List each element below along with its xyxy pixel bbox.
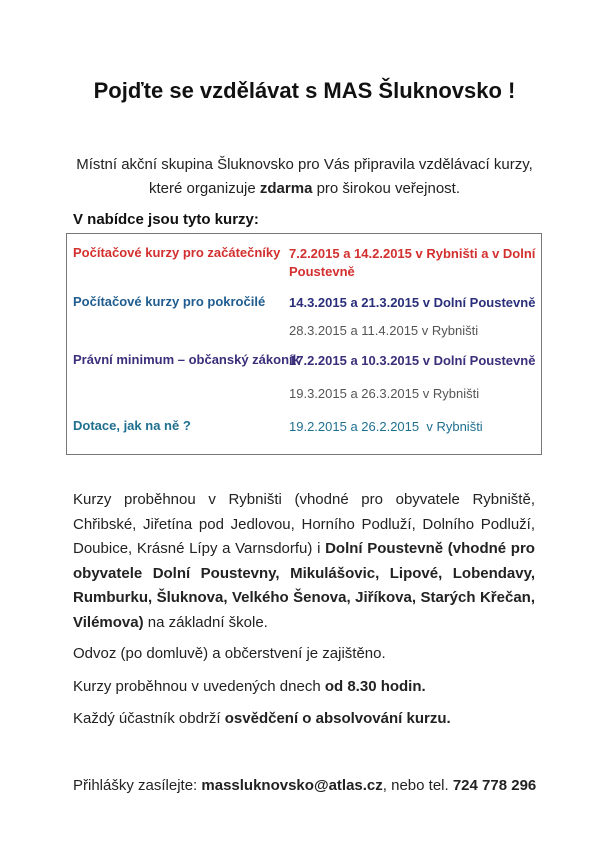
location-emphasis: Dolní Poustevně (vhodné pro (325, 540, 535, 557)
page-title: Pojďte se vzdělávat s MAS Šluknovsko ! (93, 78, 516, 103)
contact-line (73, 774, 553, 799)
certificate-emphasis: osvědčení o absolvování kurzu. (224, 710, 451, 727)
time-emphasis: od 8.30 hodin. (324, 678, 426, 695)
contact-phone[interactable]: 724 778 296 (452, 777, 537, 794)
offer-heading: V nabídce jsou tyto kurzy: (73, 211, 259, 228)
intro-text (0, 153, 609, 201)
course-date-line: 19.3.2015 a 26.3.2015 v Rybništi (289, 386, 480, 401)
contact-label: Přihlášky zasílejte: (73, 777, 202, 794)
course-date-line: Poustevně (289, 264, 355, 279)
certificate-note-start: Každý účastník obdrží (73, 710, 225, 727)
course-date-line: 14.3.2015 a 21.3.2015 v Dolní Poustevně (289, 295, 536, 310)
intro-line-1: Místní akční skupina Šluknovsko pro Vás připravila vzdělávací kurzy, (76, 156, 533, 173)
contact-separator: , nebo tel. (382, 777, 453, 794)
intro-line-2-end: pro širokou veřejnost. (312, 180, 460, 197)
course-date-line: 28.3.2015 a 11.4.2015 v Rybništi (289, 323, 479, 338)
course-date-line: 17.2.2015 a 10.3.2015 v Dolní Poustevně (289, 353, 536, 368)
intro-line-2-start: které organizuje (148, 180, 260, 197)
course-name: Právní minimum – občanský zákoník (73, 352, 300, 367)
location-line (73, 611, 535, 636)
free-emphasis: zdarma (259, 180, 313, 197)
location-line (73, 537, 535, 562)
location-line: Rumburku, Šluknova, Velkého Šenova, Jiříkova, Starých Křečan, (73, 589, 535, 606)
intro-line-2 (0, 177, 609, 201)
course-name: Dotace, jak na ně ? (73, 418, 191, 433)
course-name: Počítačové kurzy pro začátečníky (73, 245, 281, 260)
certificate-note (73, 707, 535, 732)
course-date-line: 7.2.2015 a 14.2.2015 v Rybništi a v Dolní (289, 246, 536, 261)
transport-note: Odvoz (po domluvě) a občerstvení je zajištěno. (73, 645, 386, 662)
location-line-start: Doubice, Krásné Lípy a Varnsdorfu) i (73, 540, 326, 557)
course-list-box (66, 233, 542, 455)
contact-email[interactable]: massluknovsko@atlas.cz (201, 777, 383, 794)
location-paragraph (73, 488, 535, 635)
location-line-end: na základní škole. (143, 613, 268, 631)
course-name: Počítačové kurzy pro pokročilé (73, 294, 266, 309)
time-note-start: Kurzy proběhnou v uvedených dnech (73, 678, 325, 695)
location-line: Kurzy proběhnou v Rybništi (vhodné pro obyvatele Rybniště, (73, 491, 535, 508)
location-line: obyvatele Dolní Poustevny, Mikulášovic, Lipové, Lobendavy, (73, 564, 535, 582)
course-dates (289, 245, 539, 281)
time-note (73, 675, 535, 700)
location-line: Chřibské, Jiřetína pod Jedlovou, Horního Podluží, Dolního Podluží, (73, 515, 535, 533)
location-emphasis: Vilémova) (73, 613, 144, 631)
course-date-line: 19.2.2015 a 26.2.2015 v Rybništi (289, 419, 483, 434)
